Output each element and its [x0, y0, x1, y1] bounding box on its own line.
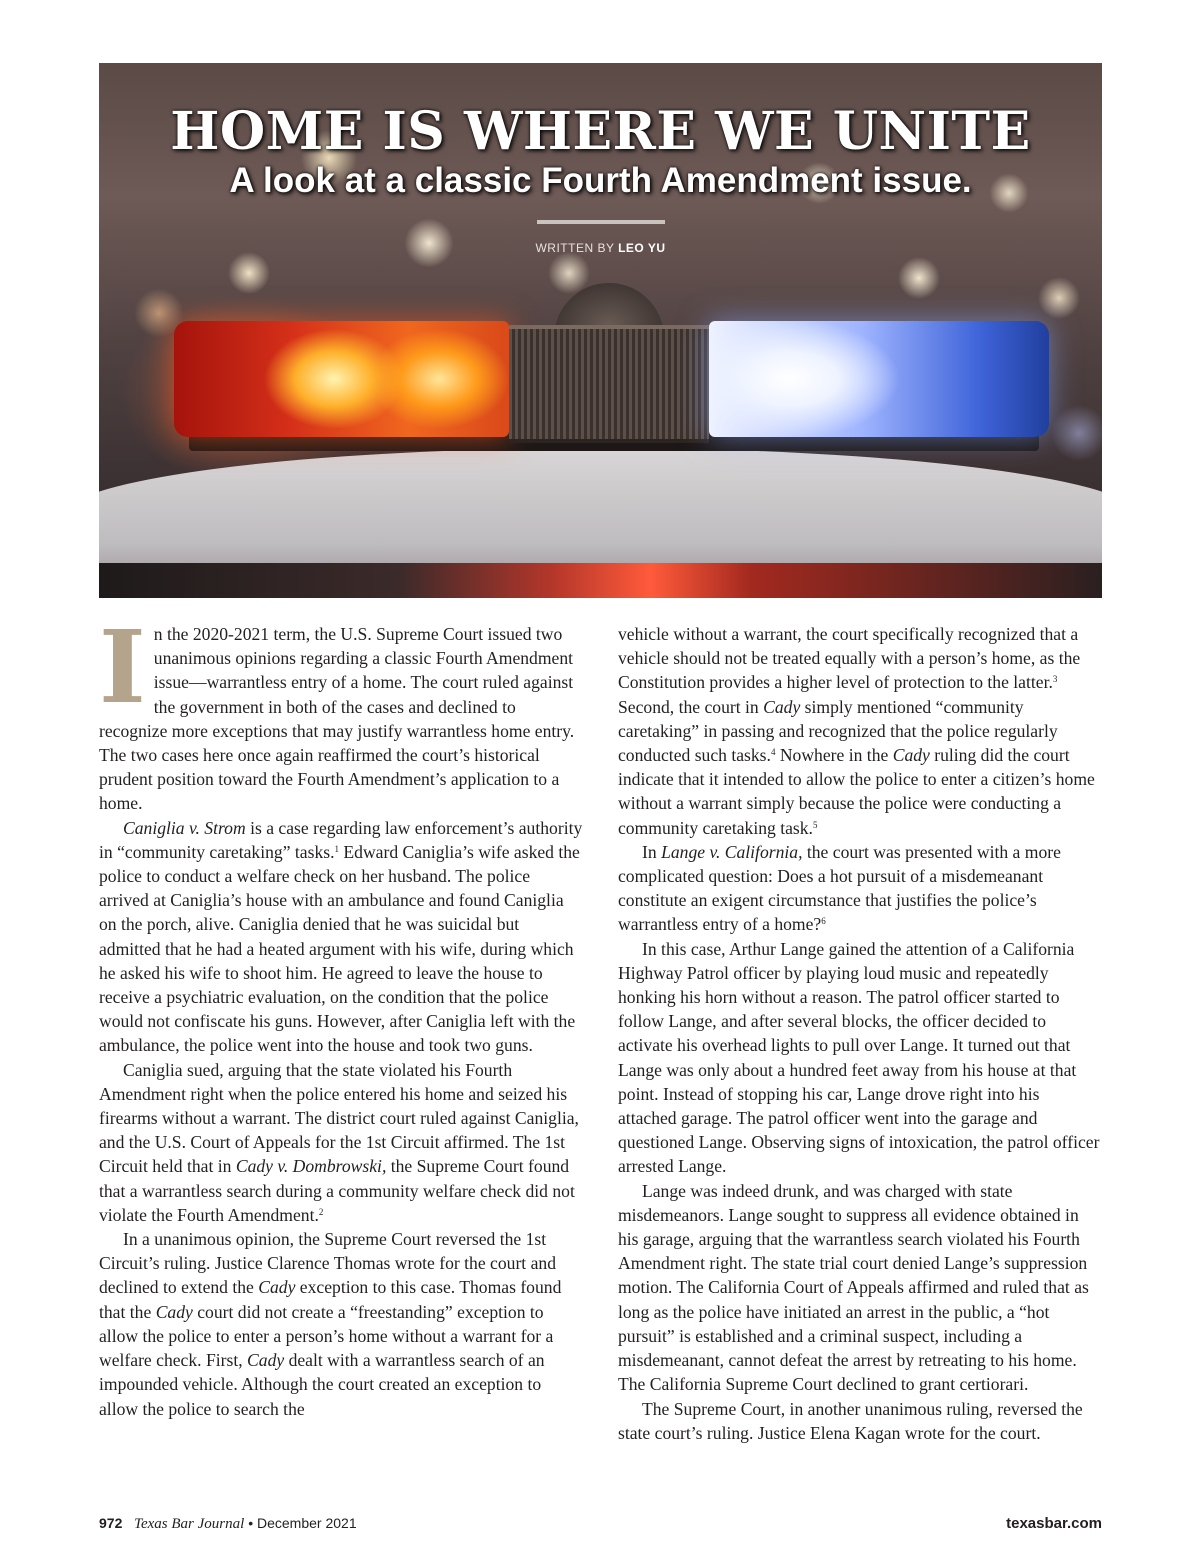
paragraph-text: ruling did the court indicate that it intended to allow the police to enter a citizen’s home without a warrant simply because the police were conducting a community caretaking task.	[618, 745, 1095, 838]
case-name: Cady	[763, 696, 801, 717]
paragraph	[618, 840, 1102, 937]
case-name: Cady	[258, 1277, 296, 1298]
hero-image	[99, 63, 1102, 598]
article-column-right	[618, 622, 1102, 1445]
paragraph-text: In	[642, 841, 662, 862]
page-footer	[99, 1515, 1102, 1539]
paragraph-text: the court was presented with a more complicated question: Does a hot pursuit of a misdemeanant constitute an exigent circumstance that justifies the police’s warrantless entry of a home?	[618, 841, 1061, 935]
footnote-marker: 5	[812, 819, 818, 830]
byline-prefix: WRITTEN BY	[535, 241, 615, 255]
hero-overlay	[99, 63, 1102, 598]
case-name: Cady	[247, 1350, 285, 1371]
paragraph	[99, 1227, 583, 1421]
paragraph	[99, 816, 583, 1058]
case-name: Lange v. California,	[661, 841, 803, 862]
title-divider	[537, 220, 665, 224]
page-number: 972	[99, 1515, 123, 1531]
paragraph-text: Nowhere in the	[775, 745, 893, 766]
byline-author: LEO YU	[618, 241, 666, 255]
paragraph	[618, 622, 1102, 840]
paragraph-text: Caniglia sued, arguing that the state violated his Fourth Amendment right when the police entered his home and seized his firearms without a warrant. The district court ruled against Caniglia, and the U.S. Court of Appeals for the 1st Circuit affirmed. The 1st Circuit held that in	[99, 1059, 579, 1177]
article-column-left	[99, 608, 583, 1421]
paragraph-text: is a case regarding law enforcement’s authority in “community caretaking” tasks.	[99, 817, 583, 862]
case-name: Cady	[892, 745, 930, 766]
case-name: Cady	[155, 1301, 193, 1322]
paragraph-text: simply mentioned “community caretaking” in passing and recognized that the police regularly conducted such tasks.	[618, 696, 1058, 766]
drop-cap: I	[99, 608, 146, 726]
paragraph-text: exception to this case. Thomas found that the	[99, 1277, 562, 1322]
issue-date: December 2021	[257, 1515, 357, 1531]
footnote-marker: 2	[318, 1206, 324, 1217]
paragraph	[99, 1058, 583, 1227]
paragraph: Lange was indeed drunk, and was charged with state misdemeanors. Lange sought to suppress all evidence obtained in his garage, arguing that the warrantless search violated his Fourth Amendment right. The state trial court denied Lange’s suppression motion. The California Court of Appeals affirmed and ruled that as long as the police have initiated an arrest in the public, a “hot pursuit” is established and a criminal suspect, including a misdemeanant, cannot defeat the arrest by retreating to his home. The California Supreme Court declined to grant certiorari.	[618, 1180, 1089, 1395]
paragraph-text: Edward Caniglia’s wife asked the police to conduct a welfare check on her husband. The police arrived at Caniglia’s house with an ambulance and found Caniglia on the porch, alive. Caniglia denied that he was suicidal but admitted that he had a heated argument with his wife, during which he asked his wife to shoot him. He agreed to leave the house to receive a psychiatric evaluation, on the condition that the police would not confiscate his guns. However, after Caniglia left with the ambulance, the police went into the house and took two guns.	[99, 841, 580, 1056]
case-name: Caniglia v. Strom	[123, 817, 246, 838]
footnote-marker: 6	[821, 916, 826, 927]
footnote-marker: 1	[334, 843, 339, 854]
paragraph-text: n the 2020-2021 term, the U.S. Supreme Court issued two unanimous opinions regarding a classic Fourth Amendment issue—warrantless entry of a home. The court ruled against the government in both of the cases and declined to recognize more exceptions that may justify warrantless home entry. The two cases here once again reaffirmed the court’s historical prudent position toward the Fourth Amendment’s application to a home.	[99, 624, 575, 814]
article-title: HOME IS WHERE WE UNITE	[170, 101, 1031, 162]
paragraph-text: vehicle without a warrant, the court specifically recognized that a vehicle should not be treated equally with a person’s home, as the Constitution provides a higher level of protection to the latter.	[618, 624, 1081, 693]
case-name: Cady v. Dombrowski,	[235, 1156, 387, 1177]
website-link[interactable]: texasbar.com	[1006, 1515, 1102, 1532]
article-subtitle: A look at a classic Fourth Amendment issue.	[229, 161, 972, 200]
paragraph-text: Second, the court in	[618, 696, 764, 717]
paragraph: The Supreme Court, in another unanimous ruling, reversed the state court’s ruling. Justice Elena Kagan wrote for the court.	[618, 1398, 1083, 1443]
paragraph-text: the Supreme Court found that a warrantless search during a community welfare check did not violate the Fourth Amendment.	[99, 1156, 575, 1225]
journal-name: Texas Bar Journal	[134, 1516, 245, 1532]
paragraph: In this case, Arthur Lange gained the attention of a California Highway Patrol officer by playing loud music and repeatedly honking his horn without a reason. The patrol officer started to follow Lange, and after several blocks, the officer decided to activate his overhead lights to pull over Lange. It turned out that Lange was only about a hundred feet away from his house at that point. Instead of stopping his car, Lange drove right into his attached garage. The patrol officer went into the garage and questioned Lange. Observing signs of intoxication, the patrol officer arrested Lange.	[618, 938, 1100, 1177]
footer-separator: •	[248, 1515, 254, 1531]
paragraph-text: court did not create a “freestanding” exception to allow the police to enter a person’s home without a warrant for a welfare check. First,	[99, 1301, 554, 1371]
paragraph	[99, 608, 583, 816]
footnote-marker: 3	[1052, 674, 1058, 685]
footnote-marker: 4	[770, 747, 776, 758]
byline	[99, 241, 1102, 255]
paragraph-text: In a unanimous opinion, the Supreme Court reversed the 1st Circuit’s ruling. Justice Clarence Thomas wrote for the court and declined to extend the	[99, 1229, 556, 1298]
paragraph-text: dealt with a warrantless search of an impounded vehicle. Although the court created an exception to allow the police to search the	[99, 1350, 545, 1419]
